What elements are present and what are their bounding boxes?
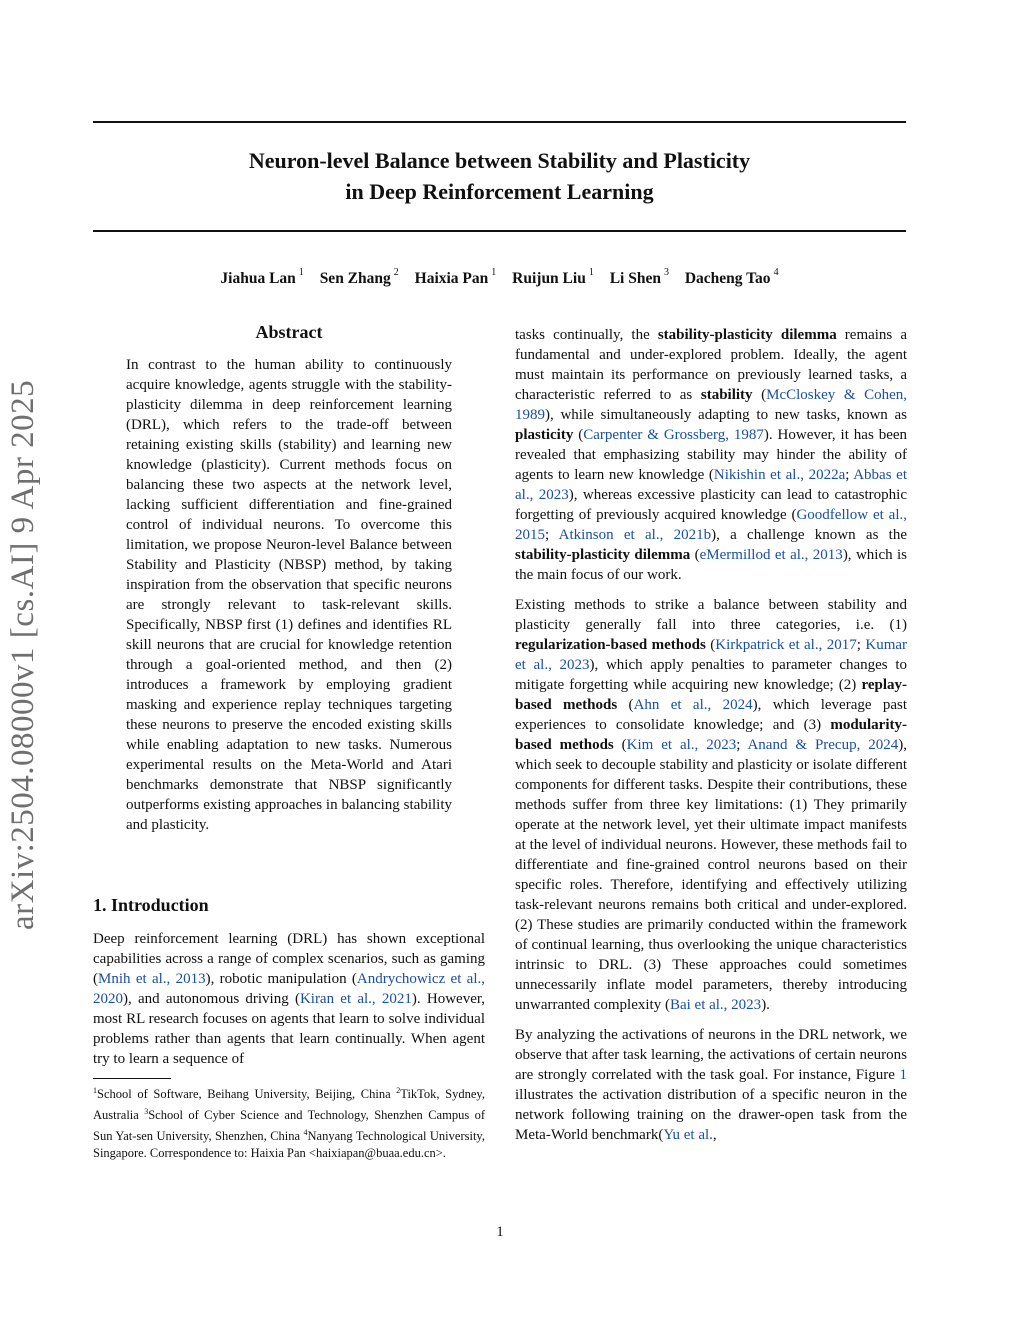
right-column	[515, 325, 907, 1155]
author: Ruijun Liu $^1$	[512, 267, 594, 288]
citation-link[interactable]: Atkinson et al., 2021b	[558, 527, 712, 543]
citation-link[interactable]: McCloskey & Cohen, 1989	[515, 387, 908, 423]
paragraph: By analyzing the activations of neurons in the DRL network, we observe that after task learning, the activations of certain neurons are strongly correlated with the task goal. For instance, Figure 1 illustrates the activation distribution of a specific neuron in the network following training on the drawer-open task from the Meta-World benchmark(Yu et al.,	[515, 1027, 907, 1143]
affiliations-footnote: $^1$School of Software, Beihang University, Beijing, China $^2$TikTok, Sydney, Australia $^3$School of Cyber Science and Technology, Shenzhen Campus of Sun Yat-sen University, Shenzhen, China $^4$Nanyang Technological University, Singapore. Correspondence to: Haixia Pan <haixiapan@buaa.edu.cn>.	[93, 1086, 485, 1161]
title-bottom-rule	[93, 230, 906, 232]
author: Sen Zhang $^2$	[319, 267, 399, 288]
citation-link[interactable]: Goodfellow et al., 2015	[515, 507, 907, 543]
author: Jiahua Lan $^1$	[220, 267, 304, 288]
citation-link[interactable]: Kumar et al., 2023	[515, 637, 908, 673]
footnote-rule	[93, 1078, 171, 1079]
author: Dacheng Tao $^4$	[684, 267, 779, 288]
title-line-2: in Deep Reinforcement Learning	[345, 179, 654, 204]
citation-link[interactable]: Nikishin et al., 2022a	[713, 467, 846, 483]
figure-ref-link[interactable]: 1	[899, 1067, 907, 1083]
citation-link[interactable]: Abbas et al., 2023	[515, 467, 907, 503]
page-number: 1	[496, 1224, 504, 1240]
citation-link[interactable]: eMermillod et al., 2013	[699, 547, 843, 563]
author-list	[93, 264, 906, 290]
citation-link[interactable]: Kim et al., 2023	[626, 737, 737, 753]
citation-link[interactable]: Bai et al., 2023	[669, 997, 762, 1013]
author: Haixia Pan $^1$	[414, 267, 497, 288]
abstract-heading: Abstract	[255, 322, 323, 342]
title-line-1: Neuron-level Balance between Stability and Plasticity	[248, 148, 751, 173]
citation-link[interactable]: Mnih et al., 2013	[98, 971, 206, 987]
abstract-text: In contrast to the human ability to continuously acquire knowledge, agents struggle with the stability-plasticity dilemma in deep reinforcement learning (DRL), which refers to the trade-off between retaining existing skills (stability) and learning new knowledge (plasticity). Current methods focus on balancing these two aspects at the network level, lacking sufficient differentiation and fine-grained control of individual neurons. To overcome this limitation, we propose Neuron-level Balance between Stability and Plasticity (NBSP) method, by taking inspiration from the observation that specific neurons are strongly relevant to task-relevant skills. Specifically, NBSP first (1) defines and identifies RL skill neurons that are crucial for knowledge retention through a goal-oriented method, and then (2) introduces a framework by employing gradient masking and experience replay techniques targeting these neurons to preserve the encoded existing skills while enabling adaptation to new tasks. Numerous experimental results on the Meta-World and Atari benchmarks demonstrate that NBSP significantly outperforms existing approaches in balancing stability and plasticity.	[126, 357, 452, 833]
paragraph: Existing methods to strike a balance between stability and plasticity generally fall into three categories, i.e. (1) regularization-based methods (Kirkpatrick et al., 2017; Kumar et al., 2023), which apply penalties to parameter changes to mitigate forgetting while acquiring new knowledge; (2) replay-based methods (Ahn et al., 2024), which leverage past experiences to consolidate knowledge; and (3) modularity-based methods (Kim et al., 2023; Anand & Precup, 2024), which seek to decouple stability and plasticity or isolate different components for different tasks. Despite their contributions, these methods suffer from three key limitations: (1) They primarily operate at the network level, yet their ultimate impact manifests at the level of individual neurons. However, these methods fail to differentiate and fine-grained control neurons based on their specific roles. Therefore, identifying and effectively utilizing task-relevant neurons remains both critical and under-explored. (2) These studies are primarily conducted within the framework of continual learning, thus overlooking the unique characteristics intrinsic to DRL. (3) These approaches could sometimes unnecessarily inflate model parameters, thereby introducing unwarranted complexity (Bai et al., 2023).	[515, 597, 908, 1013]
citation-link[interactable]: Yu et al.	[663, 1127, 713, 1143]
citation-link[interactable]: Andrychowicz et al., 2020	[93, 971, 485, 1007]
intro-paragraph: Deep reinforcement learning (DRL) has shown exceptional capabilities across a range of complex scenarios, such as gaming (Mnih et al., 2013), robotic manipulation (Andrychowicz et al., 2020), and autonomous driving (Kiran et al., 2021). However, most RL research focuses on agents that learn to solve individual problems rather than agents that learn continually. When agent try to learn a sequence of	[93, 931, 485, 1067]
citation-link[interactable]: Kiran et al., 2021	[299, 991, 412, 1007]
section-heading: 1. Introduction	[93, 895, 209, 915]
paper-title	[93, 145, 906, 207]
paragraph: tasks continually, the stability-plasticity dilemma remains a fundamental and under-explored problem. Ideally, the agent must maintain its performance on previously learned tasks, a characteristic referred to as stability (McCloskey & Cohen, 1989), while simultaneously adapting to new tasks, known as plasticity (Carpenter & Grossberg, 1987). However, it has been revealed that emphasizing stability may hinder the ability of agents to learn new knowledge (Nikishin et al., 2022a; Abbas et al., 2023), whereas excessive plasticity can lead to catastrophic forgetting of previously acquired knowledge (Goodfellow et al., 2015; Atkinson et al., 2021b), a challenge known as the stability-plasticity dilemma (eMermillod et al., 2013), which is the main focus of our work.	[515, 327, 908, 583]
arxiv-stamp: arXiv:2504.08000v1 [cs.AI] 9 Apr 2025	[5, 379, 41, 930]
title-top-rule	[93, 121, 906, 123]
citation-link[interactable]: Anand & Precup, 2024	[747, 737, 899, 753]
author: Li Shen $^3$	[609, 267, 669, 288]
citation-link[interactable]: Carpenter & Grossberg, 1987	[583, 427, 764, 443]
citation-link[interactable]: Ahn et al., 2024	[633, 697, 753, 713]
citation-link[interactable]: Kirkpatrick et al., 2017	[715, 637, 857, 653]
